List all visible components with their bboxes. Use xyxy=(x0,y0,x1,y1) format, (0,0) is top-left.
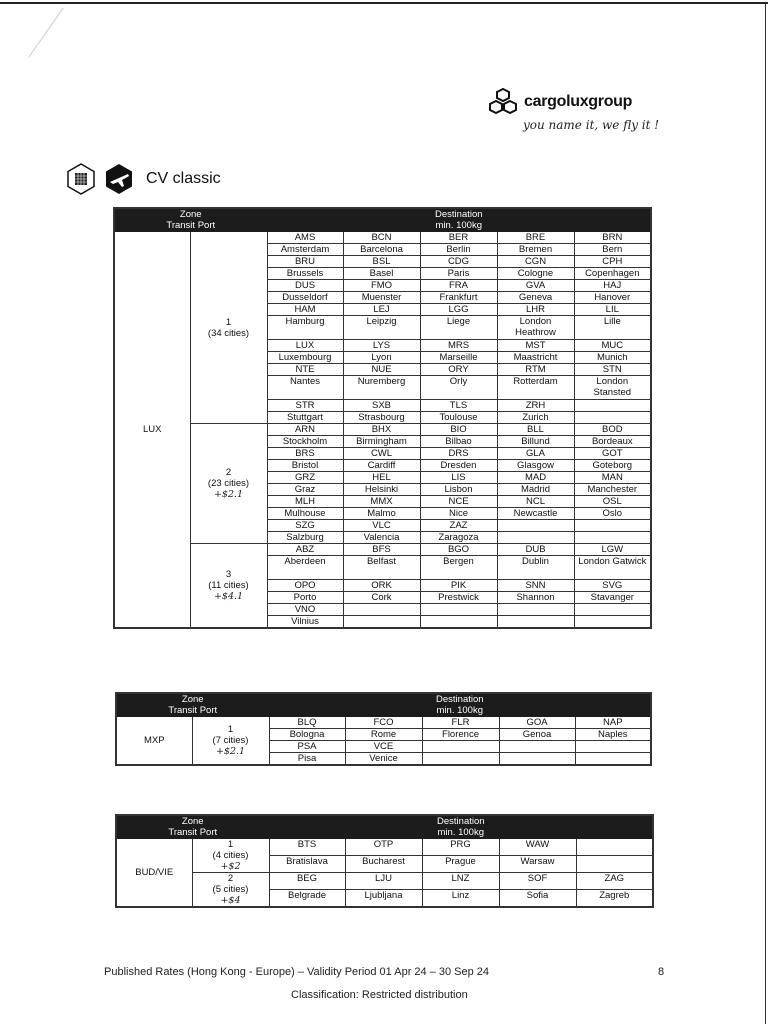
airport-code-cell: LYS xyxy=(343,340,420,352)
city-name-cell: Birmingham xyxy=(343,436,420,448)
city-name-cell: Basel xyxy=(343,268,420,280)
city-name-cell: Newcastle xyxy=(497,508,574,520)
city-name-cell: Nuremberg xyxy=(343,376,420,400)
airport-code-cell: BIO xyxy=(420,424,497,436)
city-name-cell: Geneva xyxy=(497,292,574,304)
city-name-cell: Lyon xyxy=(343,352,420,364)
city-name-cell: Munich xyxy=(574,352,651,364)
city-name-cell xyxy=(343,616,420,629)
airport-code-cell xyxy=(343,604,420,616)
airport-code-cell: PRG xyxy=(422,839,499,856)
zone-number: 3 xyxy=(225,569,232,580)
airport-code-cell: BLL xyxy=(497,424,574,436)
airport-code-cell: MAN xyxy=(574,472,651,484)
handwritten-surcharge: +$4.1 xyxy=(213,591,244,602)
city-name-cell: Venice xyxy=(345,753,422,766)
airport-code-cell: LJU xyxy=(345,873,422,890)
airport-code-cell: LIL xyxy=(574,304,651,316)
city-name-cell: Rotterdam xyxy=(497,376,574,400)
airport-code-cell: MST xyxy=(497,340,574,352)
city-name-cell: Bergen xyxy=(420,556,497,580)
airport-code-cell: PIK xyxy=(420,580,497,592)
airport-code-cell: SVG xyxy=(574,580,651,592)
airport-code-cell: FLR xyxy=(422,717,499,729)
city-name-cell: Nantes xyxy=(267,376,343,400)
code-row xyxy=(114,424,651,436)
airport-code-cell: LHR xyxy=(497,304,574,316)
origin-cell: MXP xyxy=(116,717,192,766)
handwritten-surcharge: +$4 xyxy=(220,895,241,906)
pallet-icon xyxy=(64,162,98,196)
code-row xyxy=(116,839,653,856)
airport-code-cell: NUE xyxy=(343,364,420,376)
city-name-cell: Glasgow xyxy=(497,460,574,472)
city-name-cell: Goteborg xyxy=(574,460,651,472)
city-name-cell xyxy=(499,753,575,766)
airport-code-cell: LUX xyxy=(267,340,343,352)
zone-city-count: (23 cities) xyxy=(207,478,250,489)
city-name-cell: Florence xyxy=(422,729,499,741)
logo-wordmark: cargoluxgroup xyxy=(524,93,633,110)
zone-cell xyxy=(192,873,269,908)
city-name-cell: Madrid xyxy=(497,484,574,496)
airport-code-cell: VLC xyxy=(343,520,420,532)
airport-code-cell: LGG xyxy=(420,304,497,316)
city-name-cell: Zurich xyxy=(497,412,574,424)
city-name-cell xyxy=(422,753,499,766)
city-name-cell: Frankfurt xyxy=(420,292,497,304)
city-name-cell xyxy=(574,412,651,424)
airport-code-cell: TLS xyxy=(420,400,497,412)
city-name-cell: Lisbon xyxy=(420,484,497,496)
handwritten-surcharge: +$2.1 xyxy=(215,746,246,757)
logo-tagline: you name it, we fly it ! xyxy=(523,118,660,132)
airport-code-cell: NTE xyxy=(267,364,343,376)
zone-number: 2 xyxy=(227,873,234,884)
zone-cell xyxy=(190,544,267,629)
city-name-cell: Manchester xyxy=(574,484,651,496)
airport-code-cell: BTS xyxy=(269,839,345,856)
airport-code-cell: MUC xyxy=(574,340,651,352)
classification-label: Classification: Restricted distribution xyxy=(291,989,468,1001)
airport-code-cell: DUS xyxy=(267,280,343,292)
city-name-cell: Maastricht xyxy=(497,352,574,364)
airport-code-cell: ZAZ xyxy=(420,520,497,532)
airport-code-cell: BRE xyxy=(497,232,574,244)
airport-code-cell: LEJ xyxy=(343,304,420,316)
zone-cell xyxy=(190,424,267,544)
airport-code-cell: DUB xyxy=(497,544,574,556)
city-name-cell: Prague xyxy=(422,856,499,873)
city-name-cell: Paris xyxy=(420,268,497,280)
city-name-cell: Hamburg xyxy=(267,316,343,340)
airport-code-cell: FCO xyxy=(345,717,422,729)
city-name-cell: Stockholm xyxy=(267,436,343,448)
page-edge-top xyxy=(0,2,768,4)
city-name-cell: Mulhouse xyxy=(267,508,343,520)
airport-code-cell: OSL xyxy=(574,496,651,508)
airport-code-cell: BGO xyxy=(420,544,497,556)
city-name-cell: Berlin xyxy=(420,244,497,256)
airport-code-cell xyxy=(576,839,653,856)
airport-code-cell: ABZ xyxy=(267,544,343,556)
city-name-cell: Dublin xyxy=(497,556,574,580)
city-name-cell xyxy=(576,856,653,873)
airport-code-cell: CGN xyxy=(497,256,574,268)
zone-city-count: (11 cities) xyxy=(208,580,249,591)
airport-code-cell: CDG xyxy=(420,256,497,268)
city-name-cell: Bilbao xyxy=(420,436,497,448)
airport-code-cell: SOF xyxy=(499,873,576,890)
airport-code-cell: ORK xyxy=(343,580,420,592)
city-name-cell: Belfast xyxy=(343,556,420,580)
city-name-cell: Vilnius xyxy=(267,616,343,629)
airport-code-cell: SZG xyxy=(267,520,343,532)
airport-code-cell: DRS xyxy=(420,448,497,460)
airport-code-cell: NCE xyxy=(420,496,497,508)
city-name-cell: Genoa xyxy=(499,729,575,741)
table-header-row xyxy=(114,208,651,232)
city-name-cell xyxy=(575,753,651,766)
airport-code-cell: AMS xyxy=(267,232,343,244)
city-name-cell: Dresden xyxy=(420,460,497,472)
city-name-cell: Bologna xyxy=(269,729,345,741)
airport-code-cell: HEL xyxy=(343,472,420,484)
city-name-cell: Bratislava xyxy=(269,856,345,873)
city-name-cell: Malmo xyxy=(343,508,420,520)
airport-code-cell: OPO xyxy=(267,580,343,592)
origin-cell: BUD/VIE xyxy=(116,839,192,908)
airport-code-cell xyxy=(497,520,574,532)
airport-code-cell: GRZ xyxy=(267,472,343,484)
product-title: CV classic xyxy=(146,170,221,187)
airport-code-cell: ORY xyxy=(420,364,497,376)
airport-code-cell: HAJ xyxy=(574,280,651,292)
airport-code-cell xyxy=(574,520,651,532)
city-name-cell: London Stansted xyxy=(574,376,651,400)
handwritten-surcharge: +$2.1 xyxy=(213,489,244,500)
city-name-cell: Luxembourg xyxy=(267,352,343,364)
airport-code-cell: BFS xyxy=(343,544,420,556)
city-name-cell: Pisa xyxy=(269,753,345,766)
airport-code-cell: MMX xyxy=(343,496,420,508)
city-name-cell: Muenster xyxy=(343,292,420,304)
airport-code-cell: SXB xyxy=(343,400,420,412)
city-name-cell: Aberdeen xyxy=(267,556,343,580)
zone-header: Zone Transit Port xyxy=(116,693,269,717)
city-name-cell: Nice xyxy=(420,508,497,520)
airport-code-cell: BHX xyxy=(343,424,420,436)
airport-code-cell: GVA xyxy=(497,280,574,292)
zone-cell xyxy=(192,717,269,766)
city-name-cell: Linz xyxy=(422,889,499,907)
airport-code-cell xyxy=(422,741,499,753)
city-name-cell: Ljubljana xyxy=(345,889,422,907)
code-row xyxy=(114,232,651,244)
airport-code-cell xyxy=(420,604,497,616)
scan-mark xyxy=(28,8,112,92)
city-name-cell: Shannon xyxy=(497,592,574,604)
cubes-icon xyxy=(488,88,518,116)
city-name-cell: Marseille xyxy=(420,352,497,364)
city-name-cell: Salzburg xyxy=(267,532,343,544)
city-name-cell: Lille xyxy=(574,316,651,340)
code-row xyxy=(116,873,653,890)
city-name-cell: Bremen xyxy=(497,244,574,256)
city-name-cell xyxy=(574,616,651,629)
airport-code-cell: MLH xyxy=(267,496,343,508)
airport-code-cell: WAW xyxy=(499,839,576,856)
airport-code-cell: VNO xyxy=(267,604,343,616)
origin-cell: LUX xyxy=(114,232,190,629)
city-name-cell: London Heathrow xyxy=(497,316,574,340)
city-name-cell: Helsinki xyxy=(343,484,420,496)
city-name-cell: Zaragoza xyxy=(420,532,497,544)
airport-code-cell: VCE xyxy=(345,741,422,753)
airport-code-cell: ARN xyxy=(267,424,343,436)
airport-code-cell: BRN xyxy=(574,232,651,244)
city-name-cell: Bristol xyxy=(267,460,343,472)
city-name-cell xyxy=(497,532,574,544)
destination-header: Destination min. 100kg xyxy=(267,208,651,232)
page-number: 8 xyxy=(658,966,665,978)
airport-code-cell: BLQ xyxy=(269,717,345,729)
city-name-cell: London Gatwick xyxy=(574,556,651,580)
airport-code-cell: PSA xyxy=(269,741,345,753)
zone-number: 2 xyxy=(225,467,232,478)
zone-number: 1 xyxy=(227,724,234,735)
city-name-cell xyxy=(497,616,574,629)
airport-code-cell: BEG xyxy=(269,873,345,890)
zone-header: Zone Transit Port xyxy=(114,208,267,232)
table-header-row xyxy=(116,815,653,839)
city-name-cell: Toulouse xyxy=(420,412,497,424)
airport-code-cell: CPH xyxy=(574,256,651,268)
airport-code-cell: STN xyxy=(574,364,651,376)
footer-text: Published Rates (Hong Kong - Europe) – Validity Period 01 Apr 24 – 30 Sep 24 xyxy=(104,966,490,978)
city-name-cell: Cologne xyxy=(497,268,574,280)
city-name-cell: Rome xyxy=(345,729,422,741)
city-name-cell: Bern xyxy=(574,244,651,256)
airport-code-cell: ZRH xyxy=(497,400,574,412)
airport-code-cell: SNN xyxy=(497,580,574,592)
zone-number: 1 xyxy=(225,316,232,328)
airport-code-cell: CWL xyxy=(343,448,420,460)
city-name-cell: Hanover xyxy=(574,292,651,304)
city-name-cell: Liege xyxy=(420,316,497,340)
airport-code-cell: LNZ xyxy=(422,873,499,890)
airport-code-cell: BCN xyxy=(343,232,420,244)
lux-rate-table xyxy=(113,207,652,629)
handwritten-surcharge: +$2 xyxy=(220,861,241,872)
city-name-cell: Valencia xyxy=(343,532,420,544)
destination-header: Destination min. 100kg xyxy=(269,693,651,717)
city-name-cell: Cardiff xyxy=(343,460,420,472)
city-name-cell: Billund xyxy=(497,436,574,448)
airport-code-cell: HAM xyxy=(267,304,343,316)
code-row xyxy=(116,717,651,729)
airport-code-cell: NAP xyxy=(575,717,651,729)
city-name-cell: Porto xyxy=(267,592,343,604)
city-name-cell: Prestwick xyxy=(420,592,497,604)
zone-header: Zone Transit Port xyxy=(116,815,269,839)
zone-city-count: (34 cities) xyxy=(207,327,250,339)
airport-code-cell: BRU xyxy=(267,256,343,268)
airport-code-cell: BOD xyxy=(574,424,651,436)
code-row xyxy=(114,544,651,556)
city-name-cell: Bordeaux xyxy=(574,436,651,448)
city-name-cell: Oslo xyxy=(574,508,651,520)
city-name-cell: Belgrade xyxy=(269,889,345,907)
city-name-cell: Graz xyxy=(267,484,343,496)
airport-code-cell: LGW xyxy=(574,544,651,556)
city-name-cell xyxy=(574,532,651,544)
airport-code-cell: OTP xyxy=(345,839,422,856)
city-name-cell: Cork xyxy=(343,592,420,604)
city-name-cell: Bucharest xyxy=(345,856,422,873)
airport-code-cell: GLA xyxy=(497,448,574,460)
city-name-cell: Warsaw xyxy=(499,856,576,873)
city-name-cell: Brussels xyxy=(267,268,343,280)
airport-code-cell: MRS xyxy=(420,340,497,352)
zone-number: 1 xyxy=(227,839,234,850)
bud-rate-table xyxy=(115,814,654,908)
city-name-cell: Naples xyxy=(575,729,651,741)
airport-code-cell: NCL xyxy=(497,496,574,508)
city-name-cell: Stavanger xyxy=(574,592,651,604)
zone-city-count: (4 cities) xyxy=(212,850,249,861)
airport-code-cell: MAD xyxy=(497,472,574,484)
airport-code-cell xyxy=(574,604,651,616)
airport-code-cell: RTM xyxy=(497,364,574,376)
airport-code-cell: LIS xyxy=(420,472,497,484)
destination-header: Destination min. 100kg xyxy=(269,815,653,839)
airport-code-cell xyxy=(574,400,651,412)
city-name-cell: Amsterdam xyxy=(267,244,343,256)
cargolux-logo xyxy=(488,88,632,116)
city-name-cell: Orly xyxy=(420,376,497,400)
city-name-cell: Copenhagen xyxy=(574,268,651,280)
city-name-cell: Leipzig xyxy=(343,316,420,340)
airport-code-cell: FMO xyxy=(343,280,420,292)
zone-cell xyxy=(192,839,269,873)
mxp-rate-table xyxy=(115,692,652,766)
airplane-icon xyxy=(102,162,136,196)
zone-city-count: (5 cities) xyxy=(212,884,249,895)
zone-city-count: (7 cities) xyxy=(212,735,249,746)
city-name-cell: Dusseldorf xyxy=(267,292,343,304)
city-name-cell: Sofia xyxy=(499,889,576,907)
airport-code-cell: GOT xyxy=(574,448,651,460)
airport-code-cell: BER xyxy=(420,232,497,244)
product-heading xyxy=(64,162,221,196)
airport-code-cell xyxy=(499,741,575,753)
city-name-cell: Stuttgart xyxy=(267,412,343,424)
city-name-cell: Zagreb xyxy=(576,889,653,907)
city-name-cell: Strasbourg xyxy=(343,412,420,424)
airport-code-cell: BSL xyxy=(343,256,420,268)
zone-cell xyxy=(190,232,267,424)
city-name-cell: Barcelona xyxy=(343,244,420,256)
airport-code-cell: GOA xyxy=(499,717,575,729)
airport-code-cell: STR xyxy=(267,400,343,412)
airport-code-cell xyxy=(497,604,574,616)
table-header-row xyxy=(116,693,651,717)
city-name-cell xyxy=(420,616,497,629)
airport-code-cell xyxy=(575,741,651,753)
page-edge-right xyxy=(765,2,766,1024)
airport-code-cell: FRA xyxy=(420,280,497,292)
airport-code-cell: BRS xyxy=(267,448,343,460)
airport-code-cell: ZAG xyxy=(576,873,653,890)
